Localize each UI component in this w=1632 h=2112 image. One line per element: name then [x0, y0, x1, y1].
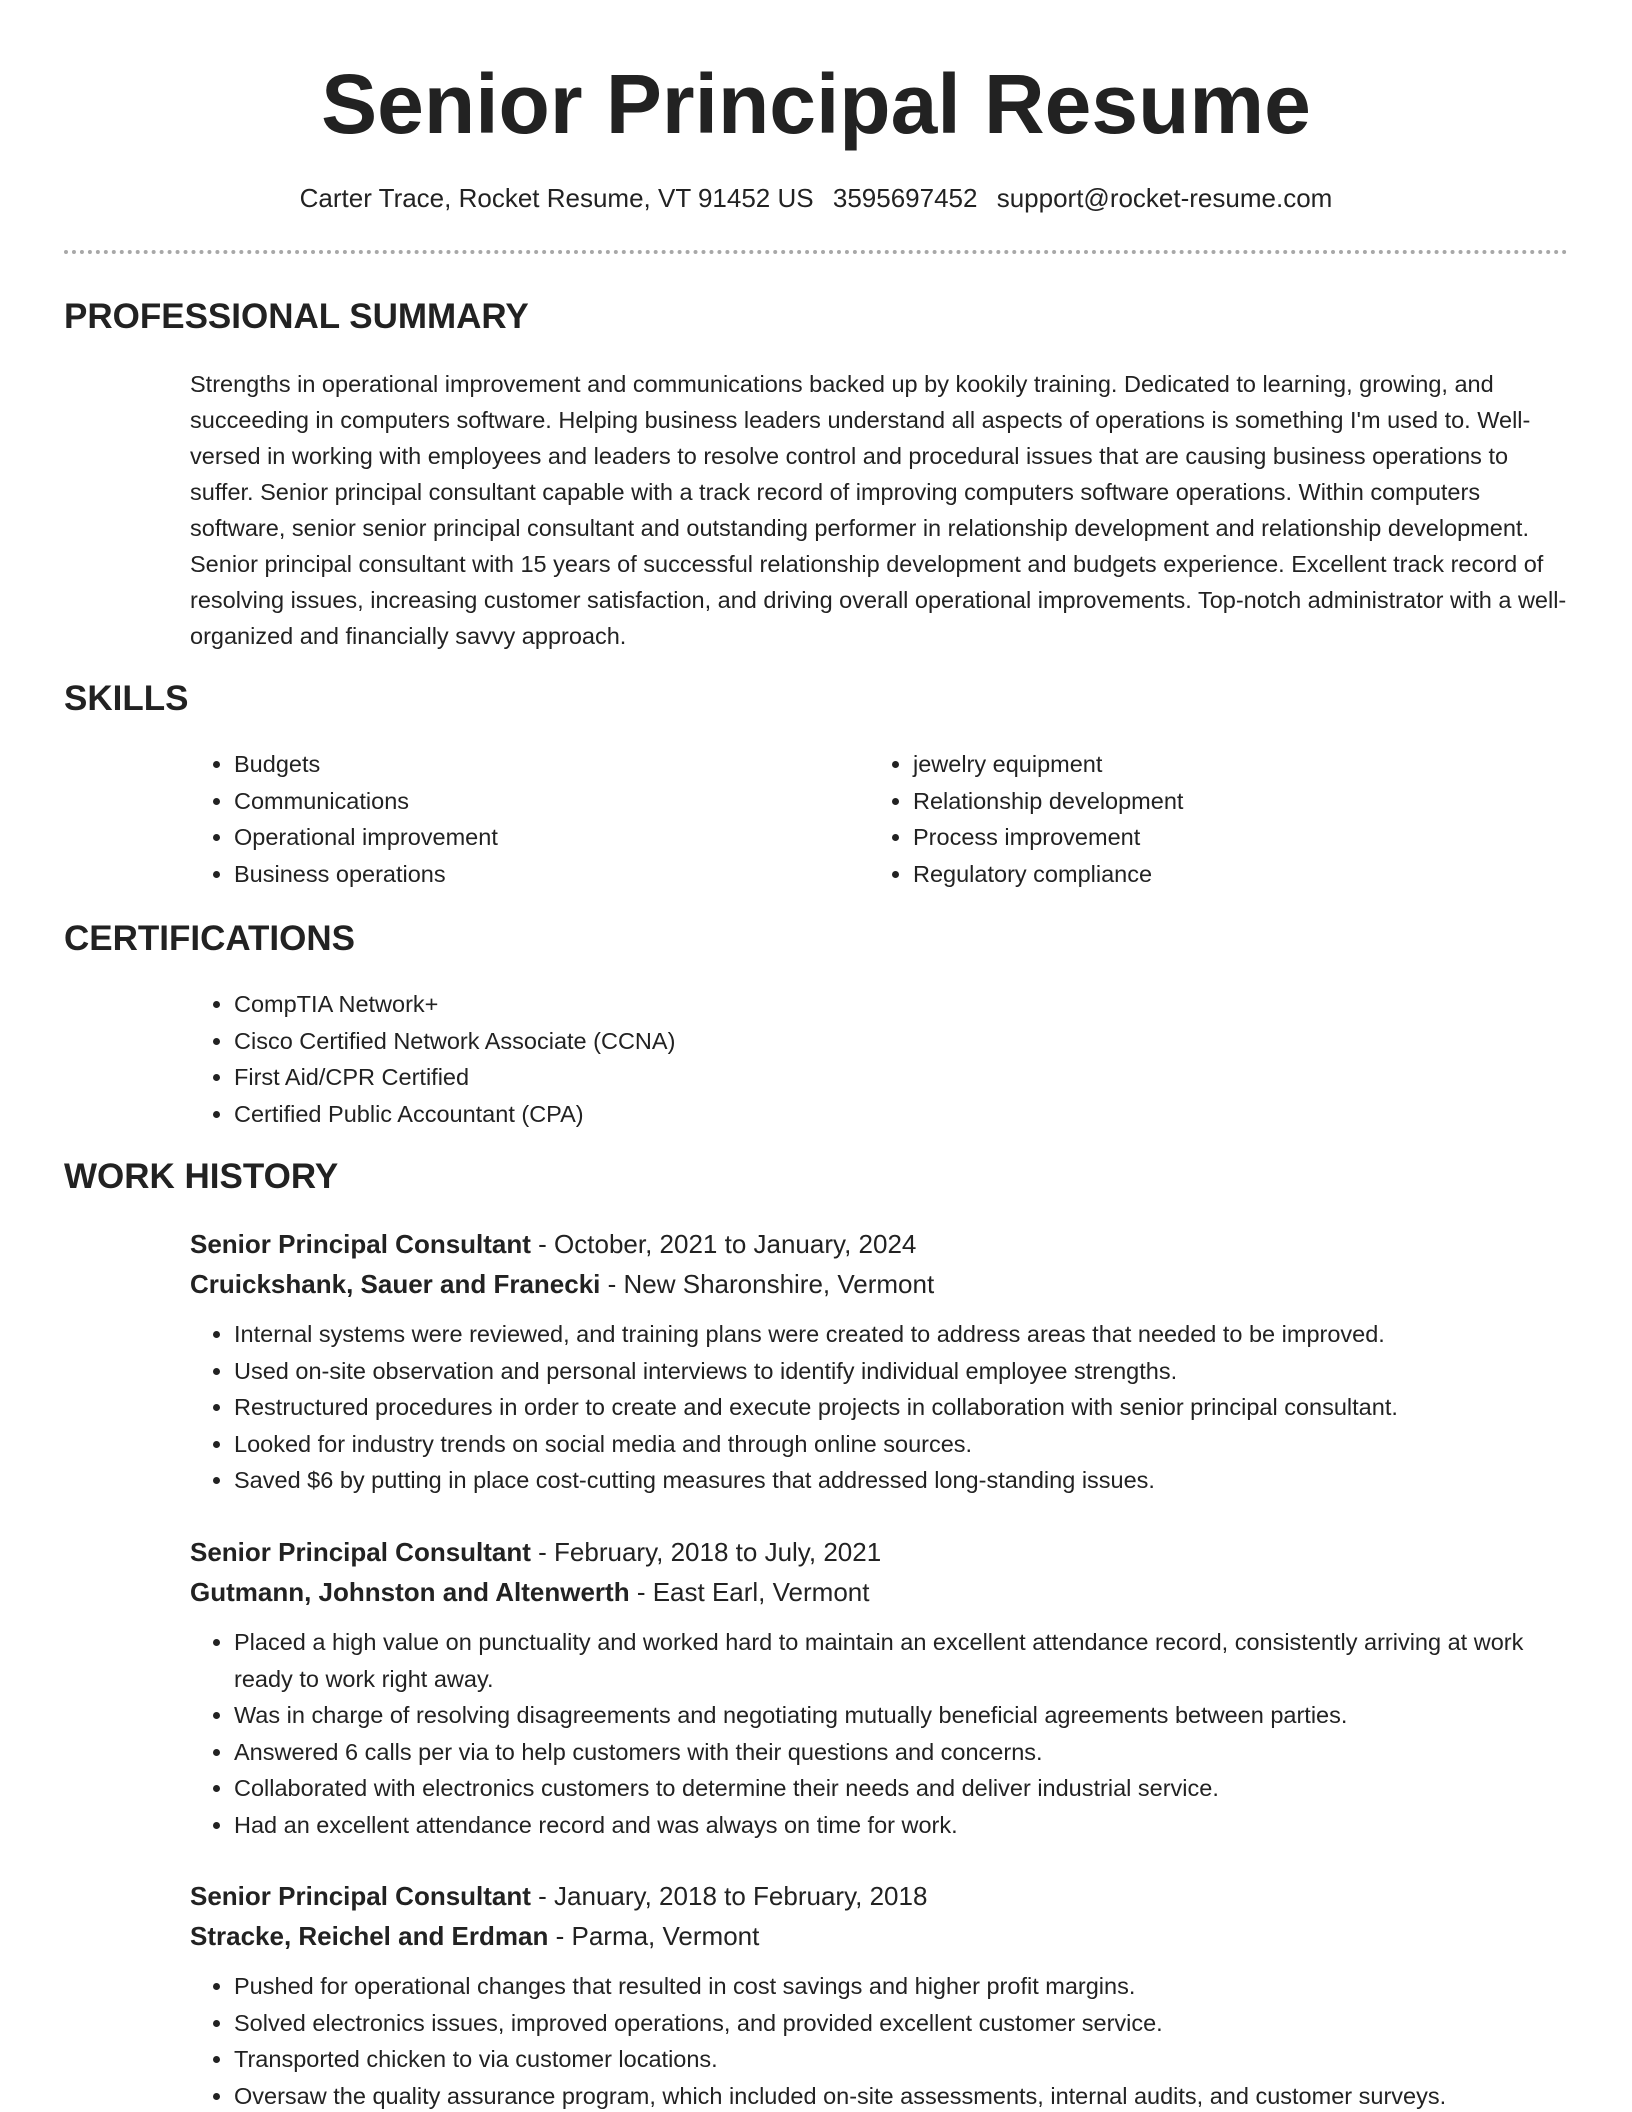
contact-address: Carter Trace, Rocket Resume, VT 91452 US	[299, 183, 814, 213]
job-location: - East Earl, Vermont	[629, 1577, 870, 1607]
skills-heading: SKILLS	[64, 679, 189, 718]
certifications-list	[190, 986, 1534, 1132]
skills-list-left	[190, 746, 854, 892]
job-entry	[190, 1224, 1570, 1499]
skill-item: • Business operations	[234, 856, 854, 893]
skill-item: • Process improvement	[913, 819, 1533, 856]
job-bullet: • Answered 6 calls per via to help customers with their questions and concerns.	[234, 1734, 1570, 1771]
contact-email: support@rocket-resume.com	[996, 183, 1333, 213]
job-company: Stracke, Reichel and Erdman	[190, 1921, 549, 1951]
skill-item: • Relationship development	[913, 783, 1533, 820]
skills-list-right	[869, 746, 1533, 892]
job-bullet: • Saved $6 by putting in place cost-cutting measures that addressed long-standing issues.	[234, 1462, 1570, 1499]
job-title-line	[190, 1532, 1570, 1572]
skill-item: • jewelry equipment	[913, 746, 1533, 783]
job-dates: - January, 2018 to February, 2018	[530, 1881, 928, 1911]
job-location: - New Sharonshire, Vermont	[600, 1269, 935, 1299]
job-bullet: • Had an excellent attendance record and was always on time for work.	[234, 1807, 1570, 1844]
job-bullet: • Used on-site observation and personal interviews to identify individual employee strengths.	[234, 1353, 1570, 1390]
skill-item: • Communications	[234, 783, 854, 820]
skill-item: • Regulatory compliance	[913, 856, 1533, 893]
job-bullets	[190, 1316, 1570, 1499]
certification-item: • First Aid/CPR Certified	[234, 1059, 1534, 1096]
certification-item: • Certified Public Accountant (CPA)	[234, 1096, 1534, 1133]
job-bullet: • Placed a high value on punctuality and worked hard to maintain an excellent attendance record, consistently arriving at work ready to work right away.	[234, 1624, 1570, 1697]
certifications-heading: CERTIFICATIONS	[64, 919, 356, 958]
job-entry	[190, 1876, 1570, 2112]
certification-item: • Cisco Certified Network Associate (CCNA)	[234, 1023, 1534, 1060]
job-bullet: • Collaborated with electronics customers to determine their needs and deliver industrial service.	[234, 1770, 1570, 1807]
job-bullet: • Internal systems were reviewed, and training plans were created to address areas that needed to be improved.	[234, 1316, 1570, 1353]
job-bullet: • Restructured procedures in order to create and execute projects in collaboration with senior principal consultant.	[234, 1389, 1570, 1426]
job-title-line	[190, 1224, 1570, 1264]
work-history-heading: WORK HISTORY	[64, 1157, 339, 1196]
job-company: Cruickshank, Sauer and Franecki	[190, 1269, 601, 1299]
resume-title: Senior Principal Resume	[321, 57, 1311, 151]
job-dates: - October, 2021 to January, 2024	[530, 1229, 917, 1259]
header-divider	[64, 250, 1568, 254]
job-title: Senior Principal Consultant	[190, 1229, 531, 1259]
job-title-line	[190, 1876, 1570, 1916]
certification-item: • CompTIA Network+	[234, 986, 1534, 1023]
job-bullet: • Solved electronics issues, improved operations, and provided excellent customer service.	[234, 2005, 1570, 2042]
job-bullets	[190, 1624, 1570, 1843]
job-entry	[190, 1532, 1570, 1843]
job-bullet: • Looked for industry trends on social media and through online sources.	[234, 1426, 1570, 1463]
job-title: Senior Principal Consultant	[190, 1537, 531, 1567]
job-dates: - February, 2018 to July, 2021	[530, 1537, 882, 1567]
job-title: Senior Principal Consultant	[190, 1881, 531, 1911]
job-company-line	[190, 1264, 1570, 1304]
contact-phone: 3595697452	[832, 183, 978, 213]
job-bullets	[190, 1968, 1570, 2112]
job-company: Gutmann, Johnston and Altenwerth	[190, 1577, 630, 1607]
job-bullet: • Was in charge of resolving disagreements and negotiating mutually beneficial agreements between parties.	[234, 1697, 1570, 1734]
job-company-line	[190, 1572, 1570, 1612]
job-bullet: • Transported chicken to via customer locations.	[234, 2041, 1570, 2078]
contact-info	[0, 182, 1632, 216]
summary-heading: PROFESSIONAL SUMMARY	[64, 297, 529, 336]
skill-item: • Operational improvement	[234, 819, 854, 856]
job-location: - Parma, Vermont	[548, 1921, 760, 1951]
job-bullet: • Pushed for operational changes that resulted in cost savings and higher profit margins.	[234, 1968, 1570, 2005]
job-company-line	[190, 1916, 1570, 1956]
job-bullet: • Oversaw the quality assurance program, which included on-site assessments, internal audits, and customer surveys.	[234, 2078, 1570, 2112]
summary-text: Strengths in operational improvement and communications backed up by kookily training. Dedicated to learning, growing, and succeeding in computers software. Helping business leaders understand all aspects of operations is something I'm used to. Well-versed in working with employees and leaders to resolve control and procedural issues that are causing business operations to suffer. Senior principal consultant capable with a track record of improving computers software operations. Within computers software, senior senior principal consultant and outstanding performer in relationship development and relationship development. Senior principal consultant with 15 years of successful relationship development and budgets experience. Excellent track record of resolving issues, increasing customer satisfaction, and driving overall operational improvements. Top-notch administrator with a well-organized and financially savvy approach.	[190, 371, 1567, 649]
skill-item: • Budgets	[234, 746, 854, 783]
